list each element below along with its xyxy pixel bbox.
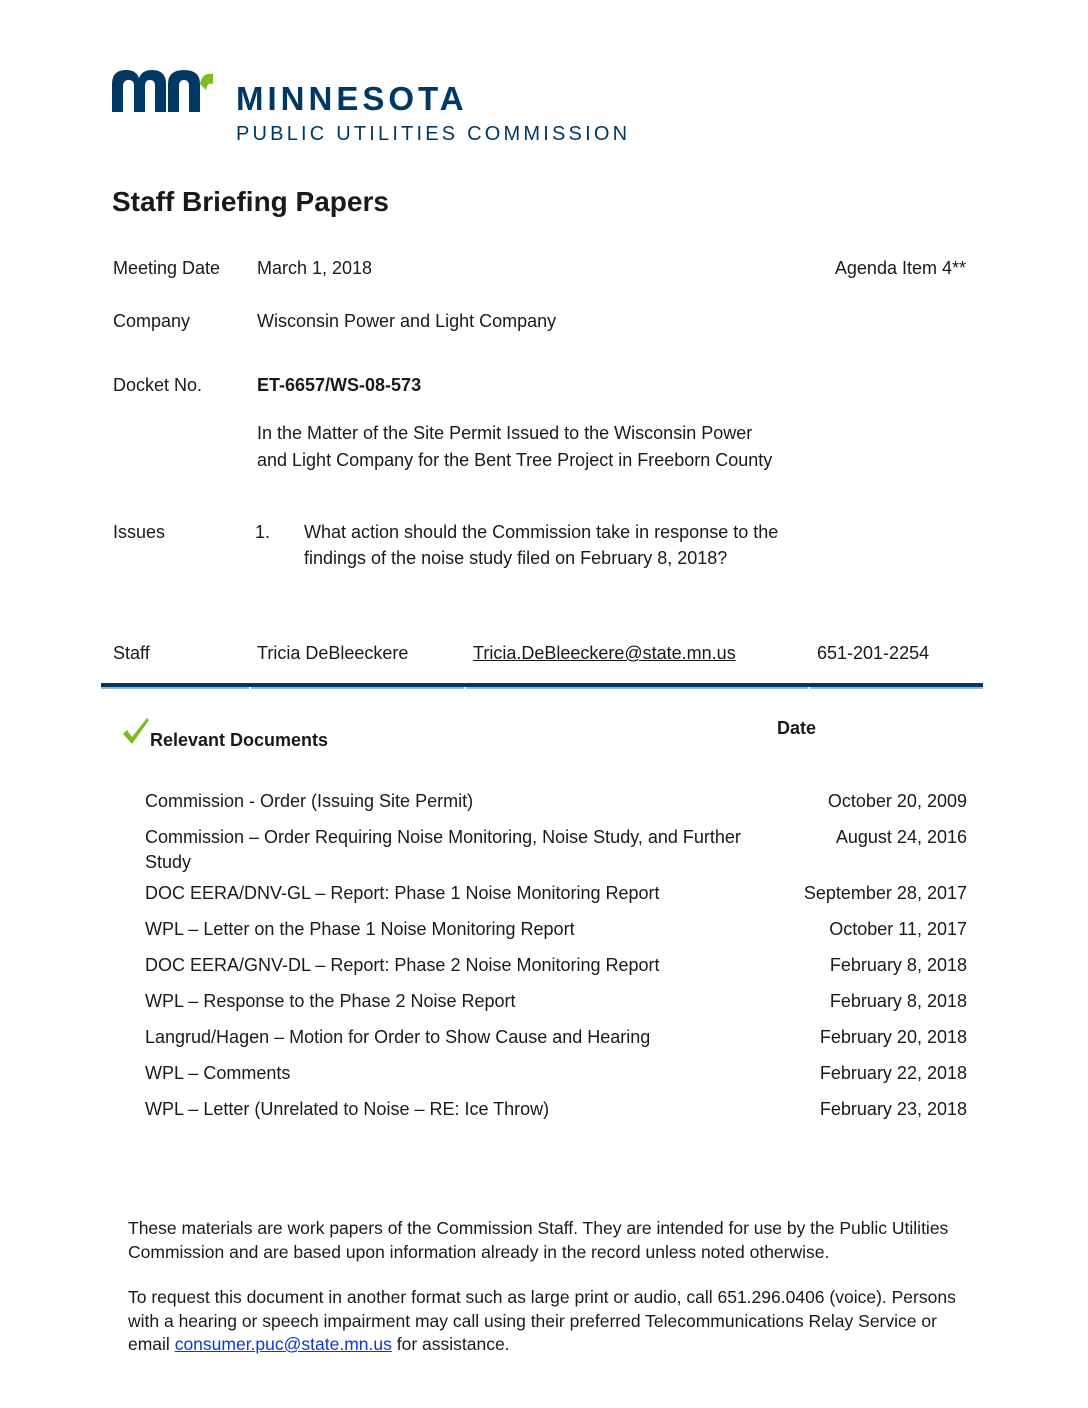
document-title: WPL – Letter (Unrelated to Noise – RE: Ice Throw) xyxy=(145,1099,550,1119)
issue-text: What action should the Commission take in response to the findings of the noise study filed on February 8, 2018? xyxy=(304,522,779,568)
document-title: Langrud/Hagen – Motion for Order to Show Cause and Hearing xyxy=(145,1027,651,1047)
divider-segment xyxy=(810,687,983,689)
footer-accessibility xyxy=(128,1286,968,1357)
meeting-date-label: Meeting Date xyxy=(113,258,221,278)
list-item xyxy=(145,1061,967,1086)
issues-label: Issues xyxy=(113,522,166,542)
agenda-item: Agenda Item 4** xyxy=(834,258,966,278)
footer-disclaimer: These materials are work papers of the Commission Staff. They are intended for use by the Public Utilities Commission and are based upon information already in the record unless noted otherwise. xyxy=(128,1218,949,1262)
relevant-documents-list xyxy=(145,789,967,1122)
document-date: September 28, 2017 xyxy=(803,883,967,903)
footer-accessibility-end: for assistance. xyxy=(391,1334,510,1354)
document-date: February 8, 2018 xyxy=(829,991,967,1011)
staff-phone: 651-201-2254 xyxy=(817,643,930,663)
docket-label: Docket No. xyxy=(113,375,203,395)
document-date: October 11, 2017 xyxy=(829,919,967,939)
document-date: February 23, 2018 xyxy=(819,1099,967,1119)
document-date: October 20, 2009 xyxy=(827,791,967,811)
document-title: Commission - Order (Issuing Site Permit) xyxy=(145,791,474,811)
list-item xyxy=(145,917,967,942)
staff-email-link[interactable]: Tricia.DeBleeckere@state.mn.us xyxy=(473,643,736,663)
divider-segment xyxy=(101,687,249,689)
document-date: August 24, 2016 xyxy=(835,827,967,847)
divider-segment xyxy=(251,687,464,689)
staff-label: Staff xyxy=(113,643,150,663)
list-item xyxy=(145,1025,967,1050)
divider-segment xyxy=(466,687,808,689)
list-item xyxy=(145,825,967,875)
document-title: DOC EERA/DNV-GL – Report: Phase 1 Noise Monitoring Report xyxy=(145,883,660,903)
list-item xyxy=(145,1097,967,1122)
document-title: WPL – Comments xyxy=(145,1063,291,1083)
document-title: WPL – Letter on the Phase 1 Noise Monitoring Report xyxy=(145,919,575,939)
date-column-heading: Date xyxy=(777,718,817,738)
relevant-documents-heading: Relevant Documents xyxy=(150,730,329,750)
logo-wordmark: MINNESOTA xyxy=(236,80,468,117)
list-item xyxy=(145,881,967,906)
list-item xyxy=(145,989,967,1014)
list-item xyxy=(145,789,967,814)
document-title: WPL – Response to the Phase 2 Noise Report xyxy=(145,991,516,1011)
company-value: Wisconsin Power and Light Company xyxy=(257,311,557,331)
docket-matter: In the Matter of the Site Permit Issued to the Wisconsin Power and Light Company for the Bent Tree Project in Freeborn County xyxy=(257,423,773,470)
mn-logo-mark xyxy=(112,70,214,112)
document-title: Commission – Order Requiring Noise Monitoring, Noise Study, and Further Study xyxy=(145,827,741,872)
document-date: February 22, 2018 xyxy=(819,1063,967,1083)
issue-number: 1. xyxy=(255,522,271,542)
staff-name: Tricia DeBleeckere xyxy=(257,643,409,663)
checkmark-icon xyxy=(122,716,150,746)
document-date: February 8, 2018 xyxy=(829,955,967,975)
logo-subtitle: PUBLIC UTILITIES COMMISSION xyxy=(236,123,631,145)
document-title: DOC EERA/GNV-DL – Report: Phase 2 Noise Monitoring Report xyxy=(145,955,660,975)
consumer-email-link[interactable]: consumer.puc@state.mn.us xyxy=(174,1334,392,1354)
docket-number: ET-6657/WS-08-573 xyxy=(257,375,422,395)
footer-accessibility-text: To request this document in another format such as large print or audio, call 651.296.0406 (voice). Persons with a hearing or speech impairment may call using their preferred Telecommunications Relay Service or email xyxy=(128,1287,956,1354)
list-item xyxy=(145,953,967,978)
document-date: February 20, 2018 xyxy=(819,1027,967,1047)
company-label: Company xyxy=(113,311,191,331)
page-title: Staff Briefing Papers xyxy=(112,186,389,217)
meeting-date-value: March 1, 2018 xyxy=(257,258,373,278)
